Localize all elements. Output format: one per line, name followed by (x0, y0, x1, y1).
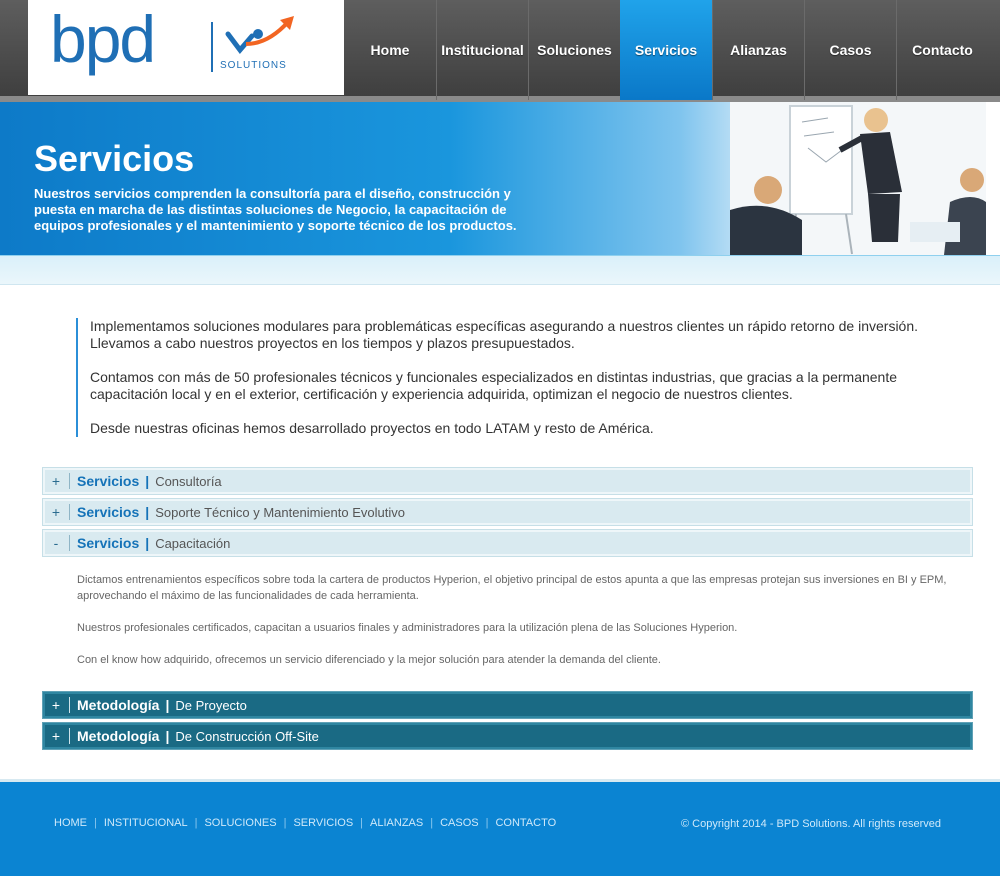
hero-banner (0, 102, 1000, 255)
accordion-category: Servicios (77, 535, 140, 551)
site-footer (0, 782, 1000, 876)
site-header (0, 0, 1000, 102)
logo[interactable] (28, 0, 344, 95)
divider (69, 728, 70, 744)
footer-link-alianzas[interactable]: ALIANZAS (370, 817, 424, 829)
nav-item-casos[interactable]: Casos (804, 0, 896, 100)
collapse-icon: - (53, 535, 59, 551)
footer-link-servicios[interactable]: SERVICIOS (293, 817, 354, 829)
accordion-separator: | (165, 697, 170, 713)
accordion-header-consultoria[interactable] (42, 467, 973, 495)
main-nav (344, 0, 988, 100)
footer-separator: | (283, 817, 287, 829)
accordion-body-paragraph: Dictamos entrenamientos específicos sobre toda la cartera de productos Hyperion, el objetivo principal de estos apunta a que las empresas protejan sus inversiones en BI y EPM, aprovechando el máximo de las funcionalidades de cada herramienta. (77, 574, 947, 602)
footer-separator: | (94, 817, 97, 829)
accordion-category: Metodología (77, 697, 160, 713)
accordion-subtitle: Consultoría (155, 473, 222, 489)
accordion-separator: | (145, 535, 150, 551)
intro-paragraph: Implementamos soluciones modulares para problemáticas específicas asegurando a nuestros clientes un rápido retorno de inversión. Llevamos a cabo nuestros proyectos en los tiempos y plazos presupuestados. (90, 318, 919, 351)
accordion-header-metodologia-proyecto[interactable] (42, 691, 973, 719)
accordion-body-paragraph: Con el know how adquirido, ofrecemos un servicio diferenciado y la mejor solución para atender la demanda del cliente. (77, 654, 661, 666)
divider (69, 473, 70, 489)
accordion-body-capacitacion (77, 572, 962, 684)
expand-icon: + (51, 728, 61, 744)
nav-item-contacto[interactable]: Contacto (896, 0, 988, 100)
footer-link-institucional[interactable]: INSTITUCIONAL (103, 817, 188, 829)
footer-link-casos[interactable]: CASOS (440, 817, 479, 829)
footer-link-soluciones[interactable]: SOLUCIONES (204, 817, 277, 829)
expand-icon: + (51, 473, 61, 489)
logo-wordmark: bpd (50, 2, 155, 76)
footer-separator: | (485, 817, 489, 829)
banner-subband (0, 255, 1000, 285)
footer-nav (54, 817, 556, 829)
business-meeting-photo (730, 102, 986, 255)
accordion-header-soporte[interactable] (42, 498, 973, 526)
accordion-separator: | (145, 473, 150, 489)
footer-separator: | (360, 817, 364, 829)
accordion-separator: | (165, 728, 170, 744)
accordion-separator: | (145, 504, 150, 520)
accordion-subtitle: De Proyecto (175, 697, 247, 713)
nav-item-institucional[interactable]: Institucional (436, 0, 528, 100)
intro-paragraph: Desde nuestras oficinas hemos desarrollado proyectos en todo LATAM y resto de América. (90, 420, 654, 436)
nav-item-alianzas[interactable]: Alianzas (712, 0, 804, 100)
intro-block (76, 318, 956, 437)
banner-description: Nuestros servicios comprenden la consultoría para el diseño, construcción y puesta en marcha de las distintas soluciones de Negocio, la capacitación de equipos profesionales y el mantenimiento y soporte técnico de los productos. (34, 186, 517, 233)
footer-separator: | (430, 817, 434, 829)
accordion-body-paragraph: Nuestros profesionales certificados, capacitan a usuarios finales y administradores para la utilización plena de las Soluciones Hyperion. (77, 622, 738, 634)
footer-link-home[interactable]: HOME (54, 817, 87, 829)
intro-paragraph: Contamos con más de 50 profesionales técnicos y funcionales especializados en distintas industrias, que gracias a la permanente capacitación local y en el exterior, certificación y experiencia adquirida, optimizan el negocio de nuestros clientes. (90, 369, 898, 402)
logo-tagline: SOLUTIONS (220, 60, 287, 71)
page-title: Servicios (34, 138, 195, 179)
accordion-subtitle: Soporte Técnico y Mantenimiento Evolutivo (155, 504, 405, 520)
accordion-category: Metodología (77, 728, 160, 744)
accordion-category: Servicios (77, 473, 140, 489)
accordion-header-capacitacion[interactable] (42, 529, 973, 557)
expand-icon: + (51, 697, 61, 713)
accordion-category: Servicios (77, 504, 140, 520)
divider (69, 504, 70, 520)
copyright-text: © Copyright 2014 - BPD Solutions. All rights reserved (681, 818, 942, 830)
accordion-subtitle: De Construcción Off-Site (175, 728, 319, 744)
footer-link-contacto[interactable]: CONTACTO (495, 817, 557, 829)
footer-separator: | (194, 817, 198, 829)
nav-item-servicios[interactable]: Servicios (620, 0, 712, 100)
logo-divider (211, 22, 213, 72)
accordion-header-metodologia-offsite[interactable] (42, 722, 973, 750)
nav-item-home[interactable]: Home (370, 42, 410, 58)
logo-checkmark-arrow-icon (224, 14, 304, 60)
expand-icon: + (51, 504, 61, 520)
nav-item-soluciones[interactable]: Soluciones (528, 0, 620, 100)
divider (69, 535, 70, 551)
accordion-subtitle: Capacitación (155, 535, 231, 551)
divider (69, 697, 70, 713)
